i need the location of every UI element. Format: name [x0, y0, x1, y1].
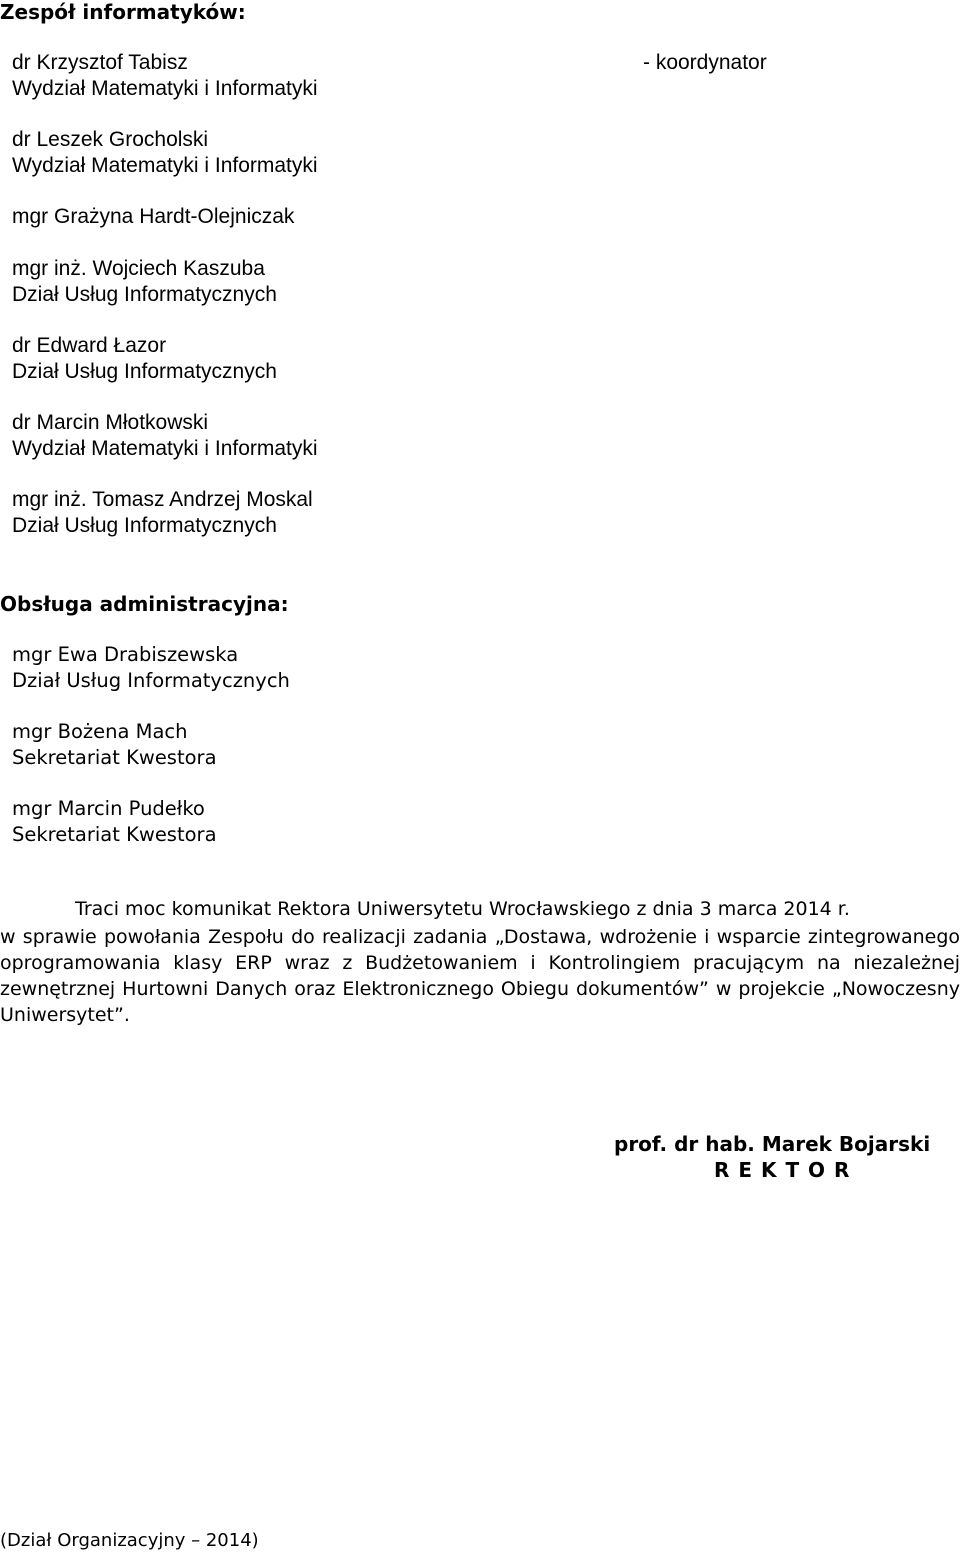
- member-name: mgr inż. Tomasz Andrzej Moskal: [12, 488, 313, 511]
- admin-heading: Obsługa administracyjna:: [0, 592, 289, 616]
- member-name: mgr Ewa Drabiszewska: [12, 643, 239, 666]
- team-member: [12, 487, 313, 539]
- coordinator-role: - koordynator: [643, 51, 767, 74]
- notice-first-line: Traci moc komunikat Rektora Uniwersytetu Wrocławskiego z dnia 3 marca 2014 r.: [75, 898, 850, 920]
- footer-note: (Dział Organizacyjny – 2014): [0, 1530, 259, 1551]
- member-name: mgr Bożena Mach: [12, 720, 188, 743]
- signature-title: R E K T O R: [714, 1158, 851, 1182]
- member-unit: Dział Usług Informatycznych: [12, 283, 277, 306]
- member-unit: Dział Usług Informatycznych: [12, 514, 277, 537]
- admin-member: [12, 642, 290, 694]
- member-unit: Wydział Matematyki i Informatyki: [12, 77, 318, 100]
- member-name: mgr inż. Wojciech Kaszuba: [12, 257, 265, 280]
- member-unit: Wydział Matematyki i Informatyki: [12, 154, 318, 177]
- team-member: [12, 256, 277, 308]
- team-member: [12, 50, 318, 102]
- member-unit: Sekretariat Kwestora: [12, 746, 217, 769]
- member-unit: Dział Usług Informatycznych: [12, 669, 290, 692]
- team-member: [12, 204, 294, 230]
- member-name: dr Marcin Młotkowski: [12, 411, 209, 434]
- member-unit: Sekretariat Kwestora: [12, 823, 217, 846]
- admin-member: [12, 796, 217, 848]
- team-member: [12, 410, 318, 462]
- member-unit: Wydział Matematyki i Informatyki: [12, 437, 318, 460]
- signature-name: prof. dr hab. Marek Bojarski: [614, 1132, 931, 1156]
- team-member: [12, 333, 277, 385]
- member-name: mgr Grażyna Hardt-Olejniczak: [12, 205, 295, 228]
- member-name: dr Krzysztof Tabisz: [12, 51, 188, 74]
- admin-member: [12, 719, 217, 771]
- team-heading: Zespół informatyków:: [0, 0, 246, 24]
- member-name: dr Edward Łazor: [12, 334, 167, 357]
- notice-body: w sprawie powołania Zespołu do realizacji zadania „Dostawa, wdrożenie i wsparcie zintegrowanego oprogramowania klasy ERP wraz z Budżetowaniem i Kontrolingiem pracującym na niezależnej zewnętrznej Hurtowni Danych oraz Elektronicznego Obiegu dokumentów” w projekcie „Nowoczesny Uniwersytet”.: [0, 926, 960, 1026]
- member-name: dr Leszek Grocholski: [12, 128, 209, 151]
- team-member: [12, 127, 318, 179]
- member-name: mgr Marcin Pudełko: [12, 797, 205, 820]
- member-unit: Dział Usług Informatycznych: [12, 360, 277, 383]
